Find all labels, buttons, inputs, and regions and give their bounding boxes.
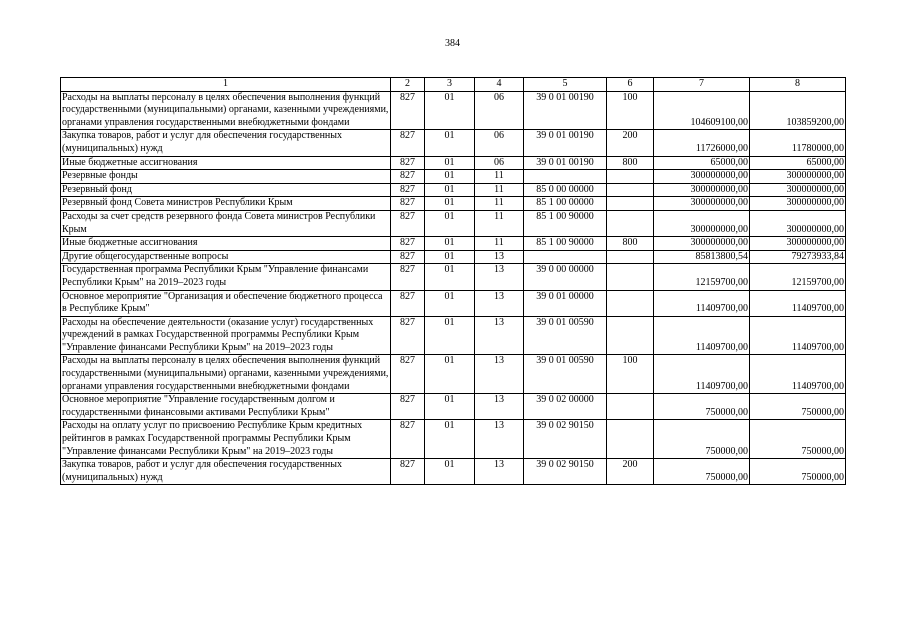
row-rz-cell: 01 [425,316,475,355]
row-rz-cell: 01 [425,130,475,156]
column-header: 3 [425,78,475,92]
row-pr-cell: 11 [475,197,524,211]
row-ved-cell: 827 [391,210,425,236]
row-sum-1-cell: 11726000,00 [654,130,750,156]
table-row [61,316,846,355]
row-vr-cell: 800 [607,237,654,251]
row-vr-cell: 100 [607,355,654,394]
row-ved-cell: 827 [391,156,425,170]
row-pr-cell: 13 [475,459,524,485]
row-name-cell: Государственная программа Республики Крым "Управление финансами Республики Крым" на 2019–2023 годы [61,264,391,290]
table-row [61,420,846,459]
column-header: 7 [654,78,750,92]
table-row [61,459,846,485]
row-rz-cell: 01 [425,290,475,316]
row-name-cell: Резервный фонд [61,183,391,197]
table-row [61,264,846,290]
row-csr-cell: 85 1 00 90000 [524,237,607,251]
row-ved-cell: 827 [391,183,425,197]
row-name-cell: Резервный фонд Совета министров Республики Крым [61,197,391,211]
column-header: 2 [391,78,425,92]
row-sum-1-cell: 65000,00 [654,156,750,170]
row-vr-cell [607,197,654,211]
row-csr-cell [524,250,607,264]
table-row [61,170,846,184]
row-name-cell: Основное мероприятие "Организация и обеспечение бюджетного процесса в Республике Крым" [61,290,391,316]
row-ved-cell: 827 [391,91,425,130]
table-row [61,355,846,394]
row-pr-cell: 13 [475,316,524,355]
row-sum-1-cell: 750000,00 [654,394,750,420]
row-csr-cell: 39 0 01 00590 [524,316,607,355]
budget-table [60,77,846,485]
column-header: 5 [524,78,607,92]
row-sum-2-cell: 103859200,00 [750,91,846,130]
row-rz-cell: 01 [425,250,475,264]
row-csr-cell: 39 0 01 00000 [524,290,607,316]
row-ved-cell: 827 [391,197,425,211]
row-name-cell: Закупка товаров, работ и услуг для обеспечения государственных (муниципальных) нужд [61,130,391,156]
row-vr-cell [607,316,654,355]
row-rz-cell: 01 [425,91,475,130]
row-rz-cell: 01 [425,420,475,459]
row-sum-2-cell: 11409700,00 [750,316,846,355]
row-pr-cell: 13 [475,355,524,394]
row-name-cell: Иные бюджетные ассигнования [61,156,391,170]
table-row [61,394,846,420]
row-rz-cell: 01 [425,210,475,236]
row-csr-cell: 85 1 00 90000 [524,210,607,236]
row-ved-cell: 827 [391,290,425,316]
row-pr-cell: 11 [475,210,524,236]
row-csr-cell: 39 0 02 90150 [524,459,607,485]
row-csr-cell: 39 0 02 90150 [524,420,607,459]
row-csr-cell: 39 0 00 00000 [524,264,607,290]
row-name-cell: Расходы за счет средств резервного фонда Совета министров Республики Крым [61,210,391,236]
row-pr-cell: 13 [475,290,524,316]
row-sum-2-cell: 300000000,00 [750,183,846,197]
row-pr-cell: 06 [475,91,524,130]
row-name-cell: Основное мероприятие "Управление государственным долгом и государственными финансовыми активами Республики Крым" [61,394,391,420]
row-csr-cell: 39 0 01 00590 [524,355,607,394]
row-sum-2-cell: 300000000,00 [750,210,846,236]
row-vr-cell: 800 [607,156,654,170]
row-vr-cell [607,394,654,420]
row-vr-cell [607,420,654,459]
row-csr-cell: 39 0 01 00190 [524,156,607,170]
row-pr-cell: 13 [475,250,524,264]
row-rz-cell: 01 [425,183,475,197]
row-ved-cell: 827 [391,355,425,394]
row-sum-2-cell: 11409700,00 [750,290,846,316]
row-sum-1-cell: 85813800,54 [654,250,750,264]
row-sum-2-cell: 750000,00 [750,420,846,459]
row-csr-cell: 39 0 01 00190 [524,130,607,156]
row-vr-cell [607,210,654,236]
row-sum-1-cell: 11409700,00 [654,316,750,355]
row-csr-cell [524,170,607,184]
row-pr-cell: 06 [475,130,524,156]
row-rz-cell: 01 [425,170,475,184]
table-row [61,197,846,211]
row-rz-cell: 01 [425,237,475,251]
row-sum-1-cell: 11409700,00 [654,290,750,316]
row-pr-cell: 11 [475,183,524,197]
row-csr-cell: 39 0 01 00190 [524,91,607,130]
row-sum-1-cell: 300000000,00 [654,210,750,236]
row-ved-cell: 827 [391,316,425,355]
table-row [61,130,846,156]
column-header: 4 [475,78,524,92]
row-name-cell: Другие общегосударственные вопросы [61,250,391,264]
row-csr-cell: 85 1 00 00000 [524,197,607,211]
row-csr-cell: 85 0 00 00000 [524,183,607,197]
row-sum-2-cell: 79273933,84 [750,250,846,264]
table-row [61,91,846,130]
table-body [61,91,846,485]
row-ved-cell: 827 [391,394,425,420]
row-vr-cell: 100 [607,91,654,130]
row-sum-2-cell: 750000,00 [750,394,846,420]
row-name-cell: Резервные фонды [61,170,391,184]
row-ved-cell: 827 [391,264,425,290]
row-ved-cell: 827 [391,130,425,156]
row-sum-1-cell: 11409700,00 [654,355,750,394]
row-rz-cell: 01 [425,394,475,420]
row-rz-cell: 01 [425,197,475,211]
table-row [61,290,846,316]
row-sum-2-cell: 300000000,00 [750,197,846,211]
row-sum-1-cell: 300000000,00 [654,183,750,197]
table-row [61,210,846,236]
row-name-cell: Расходы на выплаты персоналу в целях обеспечения выполнения функций государственными (муниципальными) органами, казенными учреждениями, органами управления государственными внебюджетными фондами [61,355,391,394]
row-pr-cell: 06 [475,156,524,170]
row-sum-1-cell: 750000,00 [654,459,750,485]
row-sum-1-cell: 300000000,00 [654,170,750,184]
row-csr-cell: 39 0 02 00000 [524,394,607,420]
row-pr-cell: 13 [475,420,524,459]
row-rz-cell: 01 [425,459,475,485]
row-ved-cell: 827 [391,420,425,459]
row-sum-1-cell: 104609100,00 [654,91,750,130]
page-number: 384 [445,38,460,49]
row-vr-cell [607,250,654,264]
column-header: 1 [61,78,391,92]
row-sum-2-cell: 750000,00 [750,459,846,485]
row-ved-cell: 827 [391,237,425,251]
row-pr-cell: 11 [475,237,524,251]
row-vr-cell [607,264,654,290]
table-row [61,183,846,197]
row-ved-cell: 827 [391,459,425,485]
row-rz-cell: 01 [425,264,475,290]
row-ved-cell: 827 [391,250,425,264]
row-vr-cell: 200 [607,459,654,485]
row-sum-1-cell: 750000,00 [654,420,750,459]
row-sum-2-cell: 65000,00 [750,156,846,170]
row-vr-cell: 200 [607,130,654,156]
table-row [61,156,846,170]
table-row [61,250,846,264]
row-name-cell: Расходы на оплату услуг по присвоению Республике Крым кредитных рейтингов в рамках Государственной программы Республики Крым "Управление финансами Республики Крым" на 2019–2023 годы [61,420,391,459]
row-sum-1-cell: 12159700,00 [654,264,750,290]
row-sum-1-cell: 300000000,00 [654,197,750,211]
row-vr-cell [607,183,654,197]
row-sum-2-cell: 300000000,00 [750,237,846,251]
column-header: 8 [750,78,846,92]
row-name-cell: Закупка товаров, работ и услуг для обеспечения государственных (муниципальных) нужд [61,459,391,485]
row-vr-cell [607,170,654,184]
row-rz-cell: 01 [425,156,475,170]
row-name-cell: Расходы на выплаты персоналу в целях обеспечения выполнения функций государственными (муниципальными) органами, казенными учреждениями, органами управления государственными внебюджетными фондами [61,91,391,130]
row-sum-2-cell: 12159700,00 [750,264,846,290]
header-row [61,78,846,92]
row-pr-cell: 13 [475,264,524,290]
column-header: 6 [607,78,654,92]
row-sum-1-cell: 300000000,00 [654,237,750,251]
row-name-cell: Иные бюджетные ассигнования [61,237,391,251]
row-vr-cell [607,290,654,316]
row-ved-cell: 827 [391,170,425,184]
row-sum-2-cell: 300000000,00 [750,170,846,184]
row-pr-cell: 11 [475,170,524,184]
table-row [61,237,846,251]
row-rz-cell: 01 [425,355,475,394]
row-name-cell: Расходы на обеспечение деятельности (оказание услуг) государственных учреждений в рамках Государственной программы Республики Крым "Управление финансами Республики Крым" на 2019–2023 годы [61,316,391,355]
row-sum-2-cell: 11409700,00 [750,355,846,394]
row-pr-cell: 13 [475,394,524,420]
row-sum-2-cell: 11780000,00 [750,130,846,156]
